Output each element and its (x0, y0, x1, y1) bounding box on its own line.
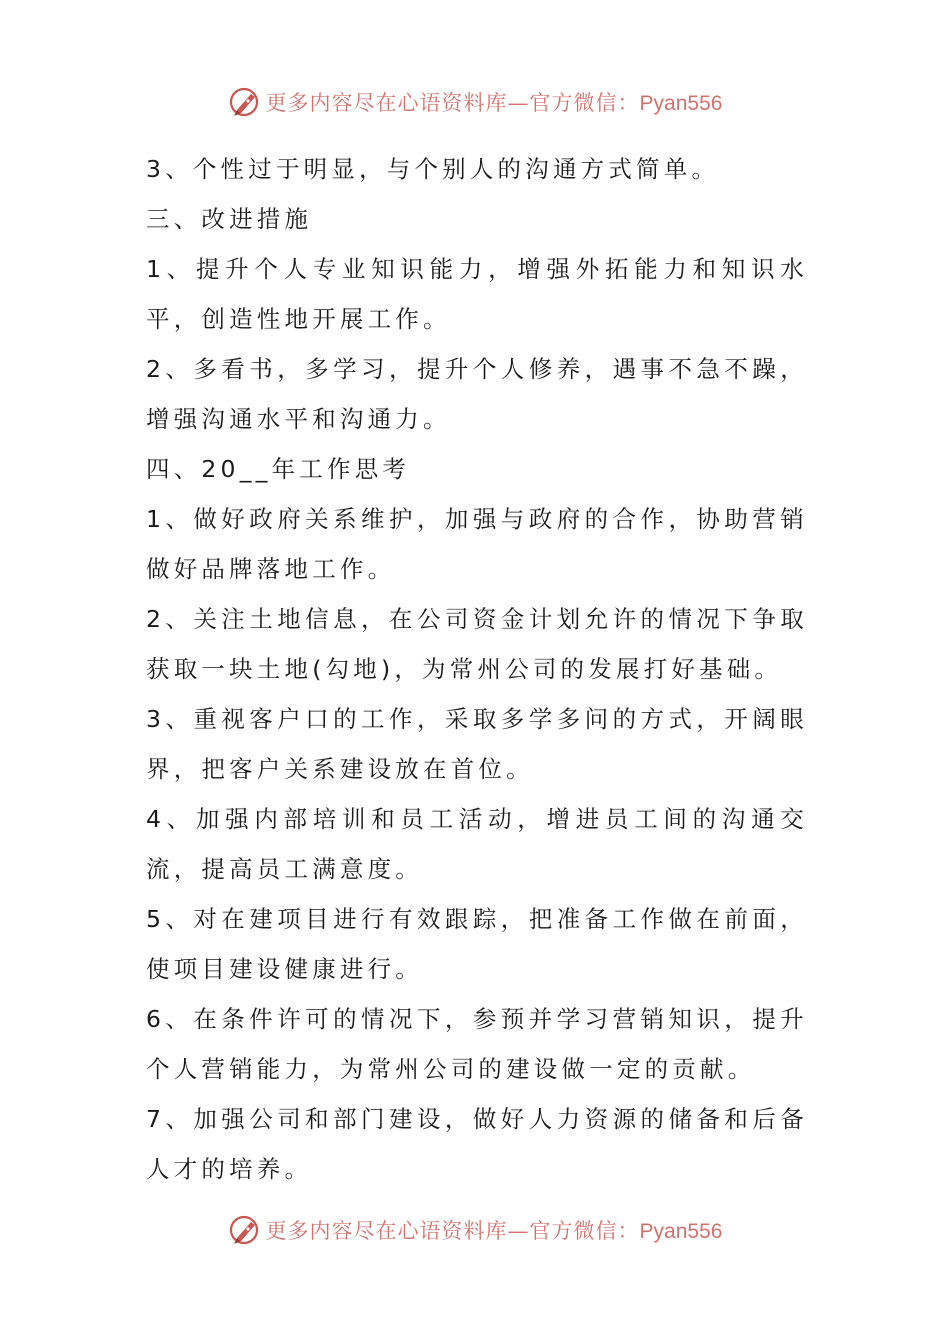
header-banner (0, 82, 950, 122)
paragraph: 3、重视客户口的工作，采取多学多问的方式，开阔眼界，把客户关系建设放在首位。 (146, 705, 808, 783)
pen-nib-logo-icon (228, 85, 262, 119)
paragraph: 5、对在建项目进行有效跟踪，把准备工作做在前面，使项目建设健康进行。 (146, 905, 808, 983)
paragraph: 1、提升个人专业知识能力，增强外拓能力和知识水平，创造性地开展工作。 (146, 255, 808, 333)
section-heading: 四、20__年工作思考 (146, 455, 411, 483)
footer-banner (0, 1210, 950, 1250)
paragraph: 2、多看书，多学习，提升个人修养，遇事不急不躁，增强沟通水平和沟通力。 (146, 355, 808, 433)
pen-nib-logo-icon (228, 1213, 262, 1247)
paragraph: 6、在条件许可的情况下，参预并学习营销知识，提升个人营销能力，为常州公司的建设做一定的贡献。 (146, 1005, 808, 1083)
header-text: 更多内容尽在心语资料库—官方微信：Pyan556 (265, 91, 723, 115)
section-heading: 三、改进措施 (146, 205, 313, 233)
paragraph: 4、加强内部培训和员工活动，增进员工间的沟通交流，提高员工满意度。 (146, 805, 808, 883)
document-body (146, 144, 808, 1194)
paragraph: 7、加强公司和部门建设，做好人力资源的储备和后备人才的培养。 (146, 1105, 808, 1183)
paragraph: 3、个性过于明显，与个别人的沟通方式简单。 (146, 155, 720, 183)
paragraph: 2、关注土地信息，在公司资金计划允许的情况下争取获取一块土地(勾地)，为常州公司的发展打好基础。 (146, 605, 808, 683)
paragraph: 1、做好政府关系维护，加强与政府的合作，协助营销做好品牌落地工作。 (146, 505, 808, 583)
footer-text: 更多内容尽在心语资料库—官方微信：Pyan556 (265, 1219, 723, 1243)
